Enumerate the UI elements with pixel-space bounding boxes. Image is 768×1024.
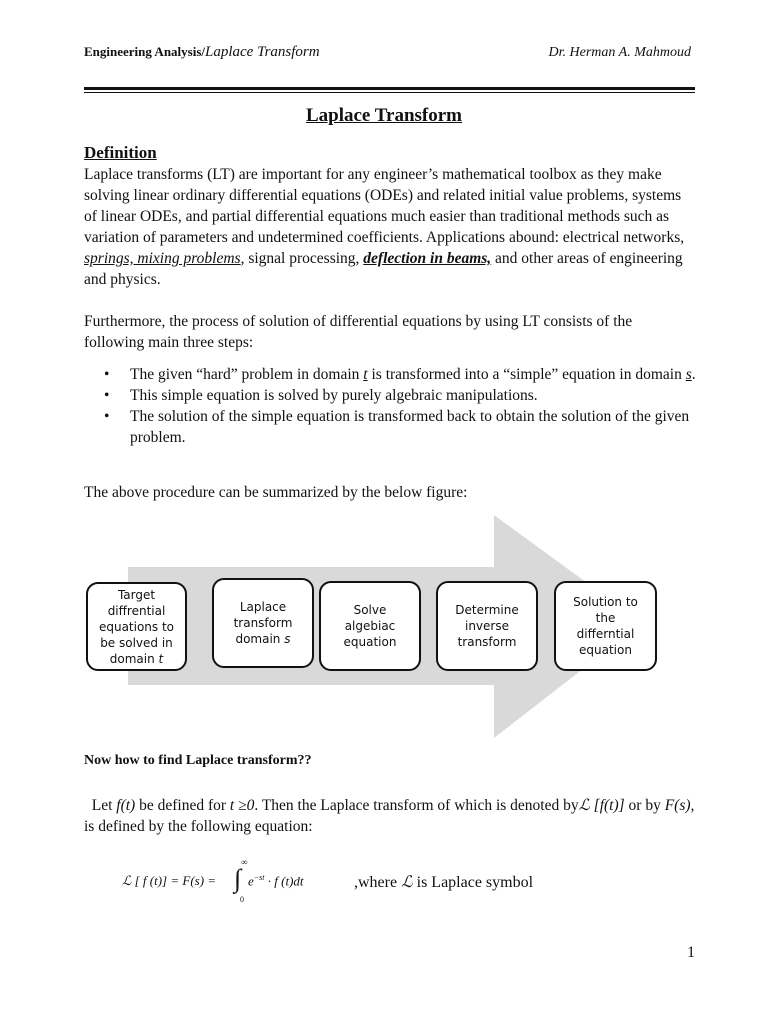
laplace-symbol-icon: ℒ xyxy=(401,872,413,891)
steps-list xyxy=(84,364,696,448)
box-label-var: s xyxy=(284,632,291,646)
step-box-laplace xyxy=(212,578,314,668)
where-text-b: is Laplace symbol xyxy=(412,874,534,891)
page-title: Laplace Transform xyxy=(305,105,463,126)
step-box-inverse xyxy=(436,581,538,671)
def-lft: [f(t)] xyxy=(589,797,625,814)
laplace-symbol-icon: ℒ xyxy=(578,796,590,814)
beams-link[interactable]: deflection in beams, xyxy=(363,250,492,267)
step-box-solve xyxy=(319,581,421,671)
rhs-e: e xyxy=(248,873,254,889)
equation-rhs xyxy=(248,873,304,889)
step1-var-s: s xyxy=(685,366,692,383)
def-text-a: Let xyxy=(91,797,117,814)
box-label-text: Target diffrential equations to be solved in domain xyxy=(98,587,175,666)
box-label-var: t xyxy=(158,651,164,666)
step1-var-t: t xyxy=(363,366,368,383)
step1-text-b: is transformed into a “simple” equation in domain xyxy=(367,366,686,383)
step-box-label xyxy=(234,599,293,647)
intro-text-c: and other areas of engineering and physics. xyxy=(84,250,683,288)
definition-sentence xyxy=(84,795,696,837)
intro-text-b: , signal processing, xyxy=(240,250,364,267)
springs-link[interactable]: springs, mixing problems xyxy=(84,250,241,267)
rhs-rest: · f (t)dt xyxy=(264,873,304,889)
def-Fs: F(s), xyxy=(664,797,695,814)
step-box-solution xyxy=(554,581,657,671)
list-item xyxy=(84,364,696,385)
def-ft: f(t) xyxy=(116,797,136,814)
list-item xyxy=(84,406,696,448)
running-header-author: Dr. Herman A. Mahmoud xyxy=(548,45,691,60)
running-header-title xyxy=(84,44,320,61)
integral-sign: ∫ xyxy=(234,864,242,893)
step-box-target xyxy=(86,582,187,671)
rhs-exponent: −st xyxy=(253,873,265,882)
def-condition: t ≥0 xyxy=(229,797,255,814)
step1-text-c: . xyxy=(691,366,696,383)
bullet-icon: • xyxy=(104,387,110,404)
bullet-icon: • xyxy=(104,408,110,425)
step3-text: The solution of the simple equation is transformed back to obtain the solution of the given problem. xyxy=(130,408,690,446)
box-label-text: Laplace transform domain xyxy=(233,600,293,646)
step-box-label: Solution to the differntial equation xyxy=(573,595,638,657)
step-box-label: Determine inverse transform xyxy=(455,603,519,649)
header-rule-thick xyxy=(84,87,695,90)
step1-text-a: The given “hard” problem in domain xyxy=(130,366,364,383)
intro-text-a: Laplace transforms (LT) are important for any engineer’s mathematical toolbox as they make solving linear ordinary differential equations (ODEs) and related initial value problems, systems of linear ODEs, and partial differential equations much easier than traditional methods such as variation of parameters and undetermined coefficients. Applications abound: electrical networks, xyxy=(84,166,685,246)
equation-note xyxy=(354,872,533,892)
def-text-c: . Then the Laplace transform of which is denoted by xyxy=(254,797,579,814)
laplace-equation xyxy=(122,857,602,910)
step-box-label: Solve algebiac equation xyxy=(343,603,397,649)
steps-intro-paragraph: Furthermore, the process of solution of differential equations by using LT consists of the following main three steps: xyxy=(84,313,633,351)
integral-upper-limit: ∞ xyxy=(241,857,248,867)
header-topic: Laplace Transform xyxy=(205,44,320,60)
how-to-heading: Now how to find Laplace transform?? xyxy=(84,753,312,768)
step-box-label xyxy=(99,587,174,667)
step2-text: This simple equation is solved by purely algebraic manipulations. xyxy=(130,387,538,404)
header-course: Engineering Analysis/ xyxy=(84,44,205,59)
def-text-b: be defined for xyxy=(135,797,230,814)
def-text-e: is defined by the following equation: xyxy=(84,818,313,835)
page-number: 1 xyxy=(687,944,695,961)
figure-intro-paragraph: The above procedure can be summarized by the below figure: xyxy=(84,484,468,501)
bullet-icon: • xyxy=(104,366,110,383)
def-text-d: or by xyxy=(624,797,665,814)
equation-lhs: ℒ [ f (t)] = F(s) = xyxy=(122,873,217,888)
intro-paragraph xyxy=(84,164,696,290)
integral-lower-limit: 0 xyxy=(240,895,244,904)
process-diagram xyxy=(84,515,684,740)
header-rule-thin xyxy=(84,92,695,93)
list-item xyxy=(84,385,696,406)
definition-heading: Definition xyxy=(84,143,157,162)
where-text-a: ,where xyxy=(354,874,402,891)
